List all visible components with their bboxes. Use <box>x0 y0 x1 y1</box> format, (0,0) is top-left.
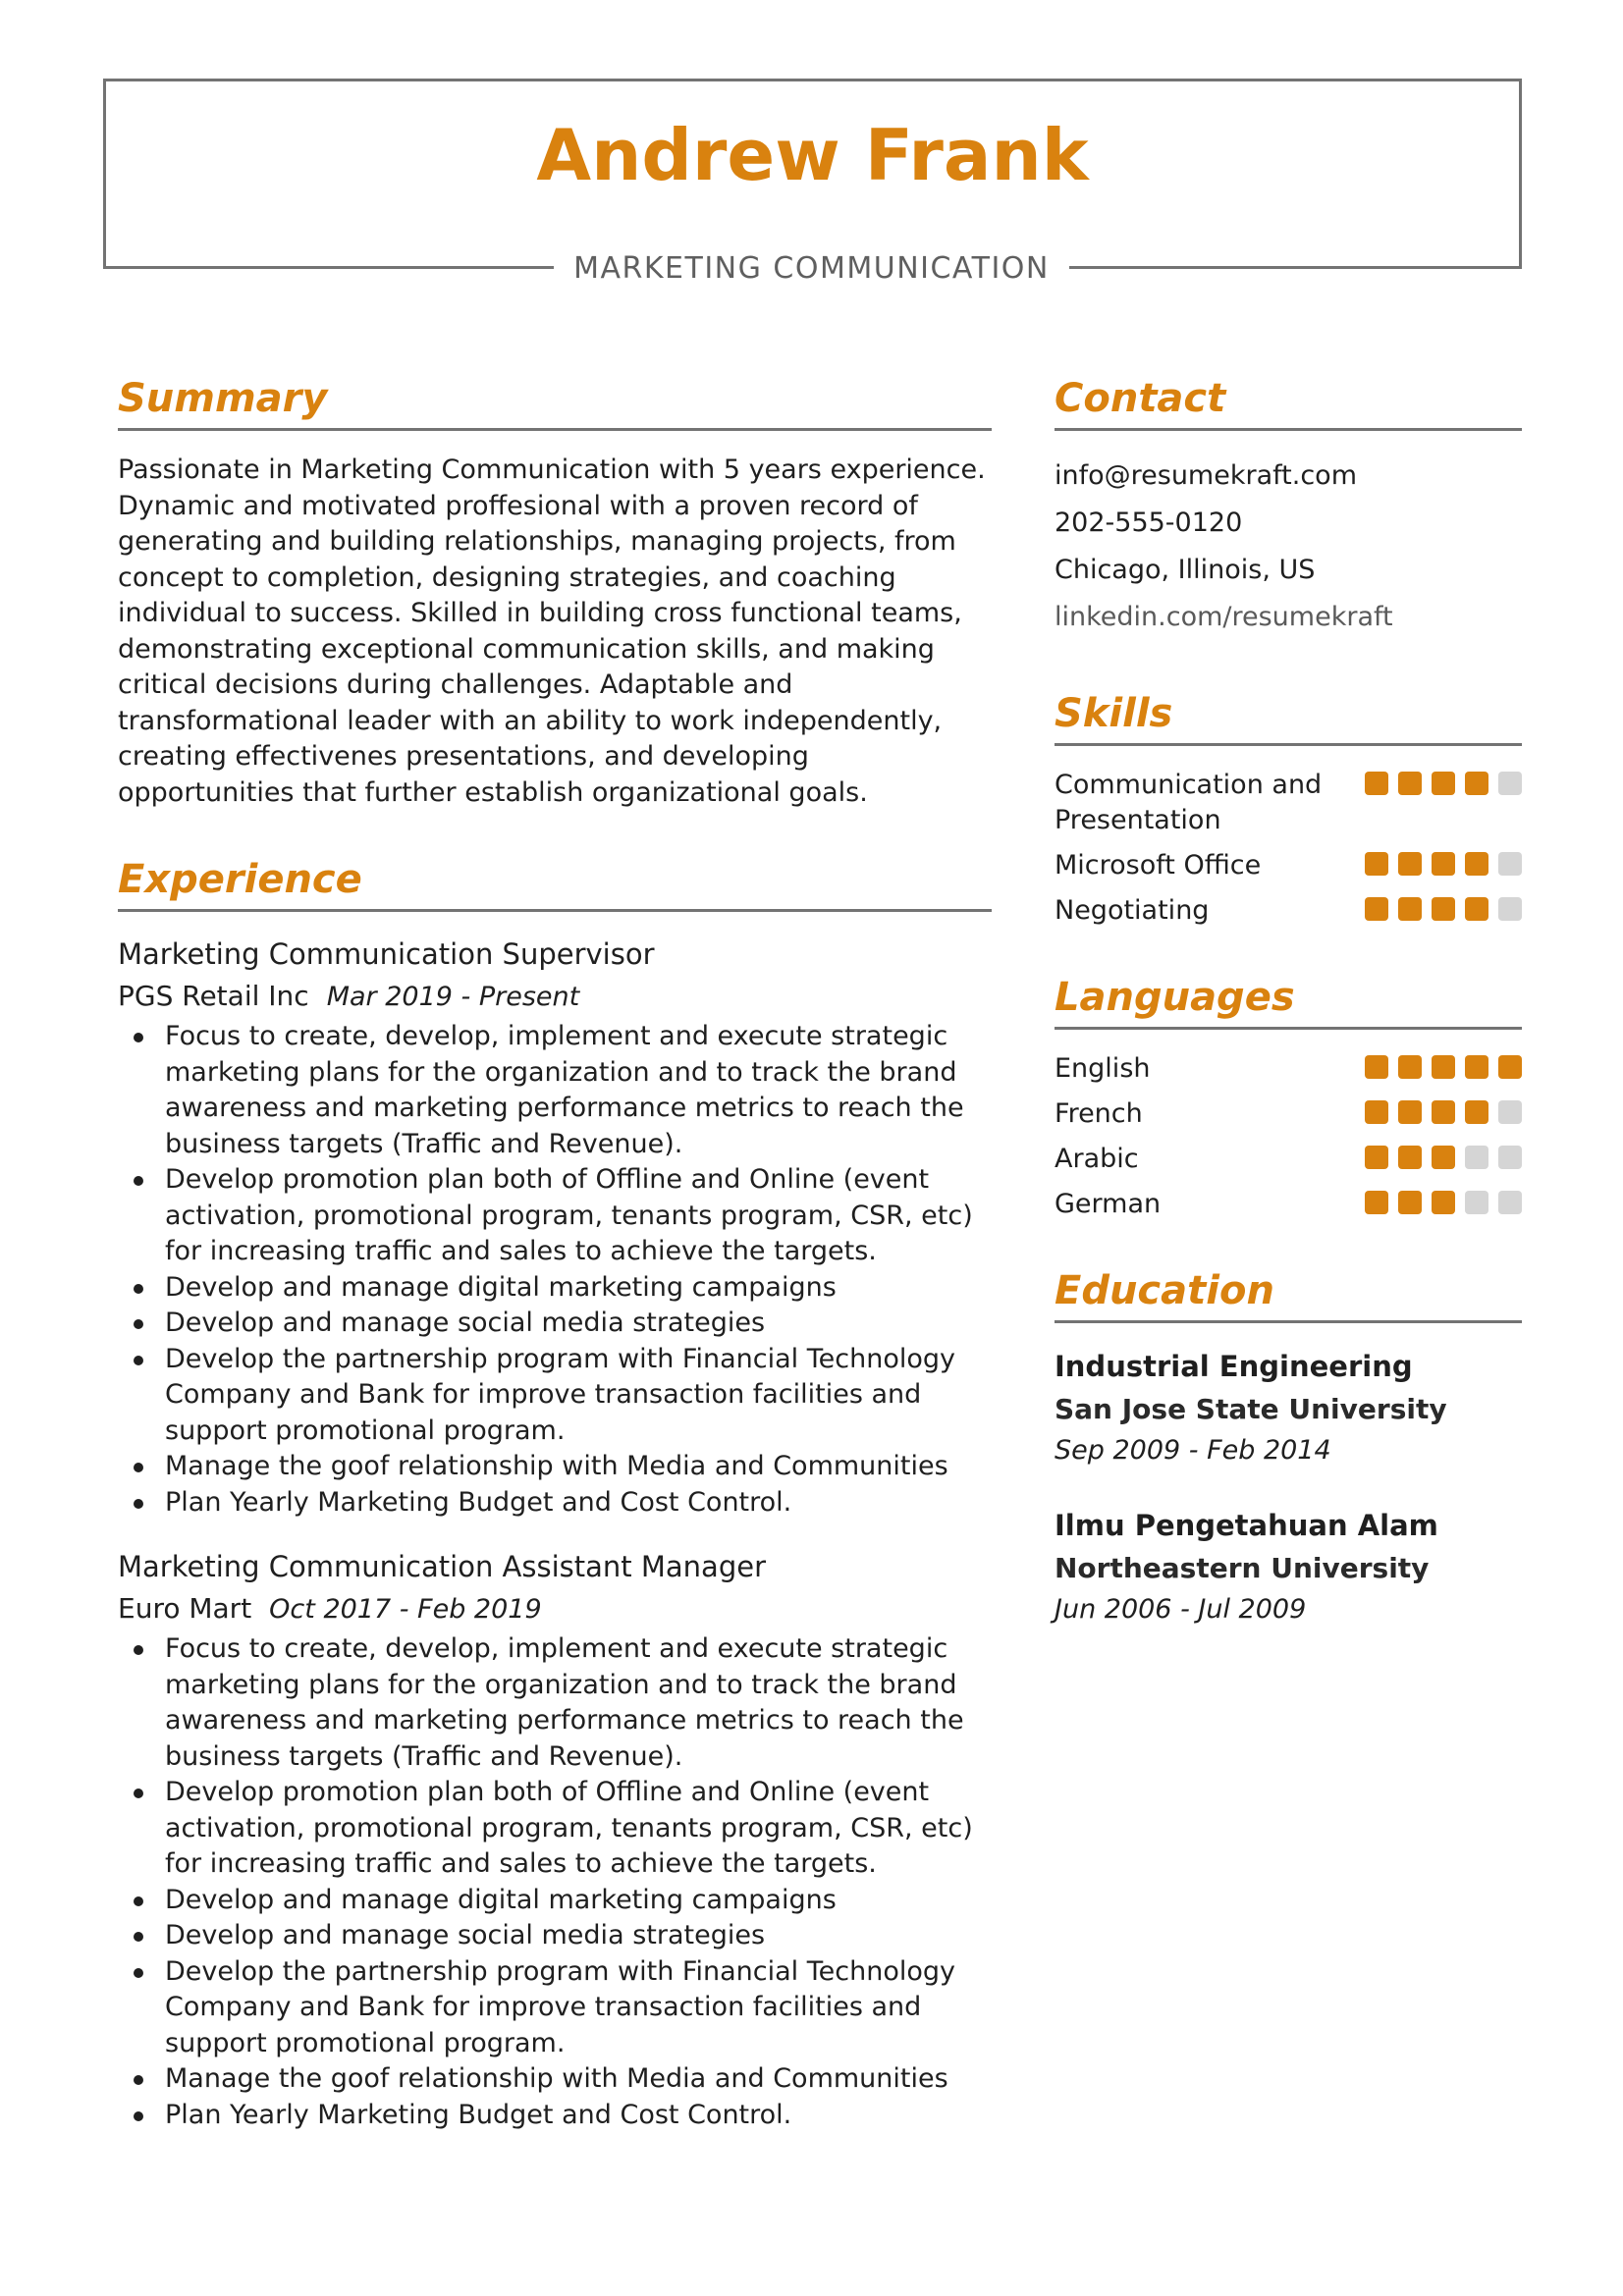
rating-dot-filled <box>1432 1146 1455 1169</box>
left-column <box>118 373 992 2159</box>
rating-dot-filled <box>1432 1100 1455 1124</box>
bullet-item: Develop promotion plan both of Offline and Online (event activation, promotional program, tenants program, CSR, etc) for increasing traffic and sales to achieve the targets. <box>118 1162 992 1270</box>
job-title: Marketing Communication Supervisor <box>118 937 655 971</box>
education-entry <box>1055 1345 1522 1470</box>
job-bullets <box>118 1631 992 2133</box>
rating-dot-filled <box>1398 897 1422 921</box>
rating-dot-filled <box>1398 852 1422 876</box>
contact-location: Chicago, Illinois, US <box>1055 555 1316 585</box>
rating-dot-empty <box>1465 1191 1488 1214</box>
languages-section <box>1055 972 1522 1222</box>
job-entry <box>118 1546 992 2133</box>
rating-dot-filled <box>1465 897 1488 921</box>
education-section <box>1055 1265 1522 1629</box>
contact-email[interactable]: info@resumekraft.com <box>1055 460 1357 491</box>
contact-section <box>1055 373 1522 641</box>
bullet-item: Develop promotion plan both of Offline and Online (event activation, promotional program, tenants program, CSR, etc) for increasing traffic and sales to achieve the targets. <box>118 1775 992 1883</box>
experience-heading: Experience <box>118 854 992 912</box>
language-rating <box>1365 1187 1522 1214</box>
rating-dot-filled <box>1465 852 1488 876</box>
candidate-name: Andrew Frank <box>536 114 1089 196</box>
bullet-item: Develop and manage digital marketing campaigns <box>118 1883 992 1919</box>
language-label: Arabic <box>1055 1144 1139 1174</box>
experience-section <box>118 854 992 2133</box>
right-column <box>1055 373 1522 1663</box>
rating-dot-empty <box>1498 897 1522 921</box>
rating-dot-filled <box>1365 1146 1388 1169</box>
rating-dot-filled <box>1432 1191 1455 1214</box>
rating-dot-filled <box>1365 852 1388 876</box>
rating-dot-filled <box>1365 1191 1388 1214</box>
bullet-item: Focus to create, develop, implement and execute strategic marketing plans for the organization and to track the brand awareness and marketing performance metrics to reach the business targets (Traffic and Revenue). <box>118 1631 992 1775</box>
rating-dot-filled <box>1398 772 1422 795</box>
rating-dot-filled <box>1465 1055 1488 1079</box>
company-name: Euro Mart <box>118 1592 252 1625</box>
job-meta <box>118 977 992 1017</box>
summary-section <box>118 373 992 811</box>
language-label: German <box>1055 1189 1162 1219</box>
bullet-item: Plan Yearly Marketing Budget and Cost Control. <box>118 2098 992 2134</box>
rating-dot-empty <box>1498 852 1522 876</box>
bullet-item: Develop the partnership program with Financial Technology Company and Bank for improve transaction facilities and support promotional program. <box>118 1954 992 2062</box>
language-rating <box>1365 1142 1522 1169</box>
rating-dot-filled <box>1432 897 1455 921</box>
skill-rating <box>1365 848 1522 876</box>
job-title-text: MARKETING COMMUNICATION <box>554 251 1069 287</box>
education-dates: Sep 2009 - Feb 2014 <box>1055 1435 1331 1466</box>
contact-heading: Contact <box>1055 373 1522 431</box>
company-name: PGS Retail Inc <box>118 980 309 1012</box>
bullet-item: Develop and manage social media strategies <box>118 1918 992 1954</box>
language-row <box>1055 1187 1522 1222</box>
rating-dot-filled <box>1498 1055 1522 1079</box>
education-dates: Jun 2006 - Jul 2009 <box>1055 1594 1307 1625</box>
education-degree: Industrial Engineering <box>1055 1350 1413 1383</box>
language-row <box>1055 1051 1522 1087</box>
job-entry <box>118 934 992 1521</box>
rating-dot-filled <box>1432 772 1455 795</box>
job-meta <box>118 1589 992 1629</box>
bullet-item: Develop the partnership program with Financial Technology Company and Bank for improve transaction facilities and support promotional program. <box>118 1342 992 1450</box>
education-heading: Education <box>1055 1265 1522 1323</box>
rating-dot-filled <box>1365 772 1388 795</box>
skill-label: Microsoft Office <box>1055 850 1262 881</box>
job-title: Marketing Communication Assistant Manager <box>118 1550 766 1583</box>
rating-dot-filled <box>1398 1055 1422 1079</box>
language-label: English <box>1055 1053 1151 1084</box>
bullet-item: Develop and manage digital marketing campaigns <box>118 1270 992 1307</box>
rating-dot-filled <box>1365 1100 1388 1124</box>
rating-dot-filled <box>1432 852 1455 876</box>
skill-label: Communication and Presentation <box>1055 770 1323 835</box>
rating-dot-filled <box>1365 897 1388 921</box>
languages-heading: Languages <box>1055 972 1522 1030</box>
rating-dot-filled <box>1398 1100 1422 1124</box>
skills-heading: Skills <box>1055 688 1522 746</box>
rating-dot-filled <box>1465 1100 1488 1124</box>
language-row <box>1055 1142 1522 1177</box>
education-entry <box>1055 1504 1522 1629</box>
rating-dot-empty <box>1465 1146 1488 1169</box>
job-title-banner <box>0 251 1623 291</box>
skill-rating <box>1365 893 1522 921</box>
language-label: French <box>1055 1098 1143 1129</box>
contact-phone: 202-555-0120 <box>1055 507 1243 538</box>
bullet-item: Manage the goof relationship with Media and Communities <box>118 1449 992 1485</box>
skill-row <box>1055 893 1522 929</box>
contact-linkedin[interactable]: linkedin.com/resumekraft <box>1055 602 1393 632</box>
rating-dot-empty <box>1498 1146 1522 1169</box>
summary-text: Passionate in Marketing Communication with 5 years experience. Dynamic and motivated proffesional with a proven record of generating and building relationships, managing projects, from concept to completion, designing strategies, and coaching individual to success. Skilled in building cross functional teams, demonstrating exceptional communication skills, and making critical decisions during challenges. Adaptable and transformational leader with an ability to work independently, creating effectivenes presentations, and developing opportunities that further establish organizational goals. <box>118 454 986 808</box>
summary-heading: Summary <box>118 373 992 431</box>
skill-label: Negotiating <box>1055 895 1210 926</box>
job-bullets <box>118 1019 992 1521</box>
skills-section <box>1055 688 1522 929</box>
language-row <box>1055 1096 1522 1132</box>
job-dates: Oct 2017 - Feb 2019 <box>269 1594 542 1625</box>
skill-row <box>1055 768 1522 838</box>
education-school: Northeastern University <box>1055 1552 1430 1584</box>
education-degree: Ilmu Pengetahuan Alam <box>1055 1509 1438 1542</box>
bullet-item: Focus to create, develop, implement and execute strategic marketing plans for the organization and to track the brand awareness and marketing performance metrics to reach the business targets (Traffic and Revenue). <box>118 1019 992 1162</box>
skill-row <box>1055 848 1522 883</box>
bullet-item: Develop and manage social media strategies <box>118 1306 992 1342</box>
bullet-item: Manage the goof relationship with Media and Communities <box>118 2061 992 2098</box>
rating-dot-empty <box>1498 772 1522 795</box>
skill-rating <box>1365 768 1522 795</box>
rating-dot-filled <box>1398 1146 1422 1169</box>
rating-dot-filled <box>1432 1055 1455 1079</box>
language-rating <box>1365 1096 1522 1124</box>
rating-dot-filled <box>1365 1055 1388 1079</box>
rating-dot-filled <box>1398 1191 1422 1214</box>
bullet-item: Plan Yearly Marketing Budget and Cost Control. <box>118 1485 992 1522</box>
rating-dot-empty <box>1498 1100 1522 1124</box>
rating-dot-empty <box>1498 1191 1522 1214</box>
job-dates: Mar 2019 - Present <box>326 982 580 1012</box>
education-school: San Jose State University <box>1055 1393 1447 1425</box>
rating-dot-filled <box>1465 772 1488 795</box>
language-rating <box>1365 1051 1522 1079</box>
